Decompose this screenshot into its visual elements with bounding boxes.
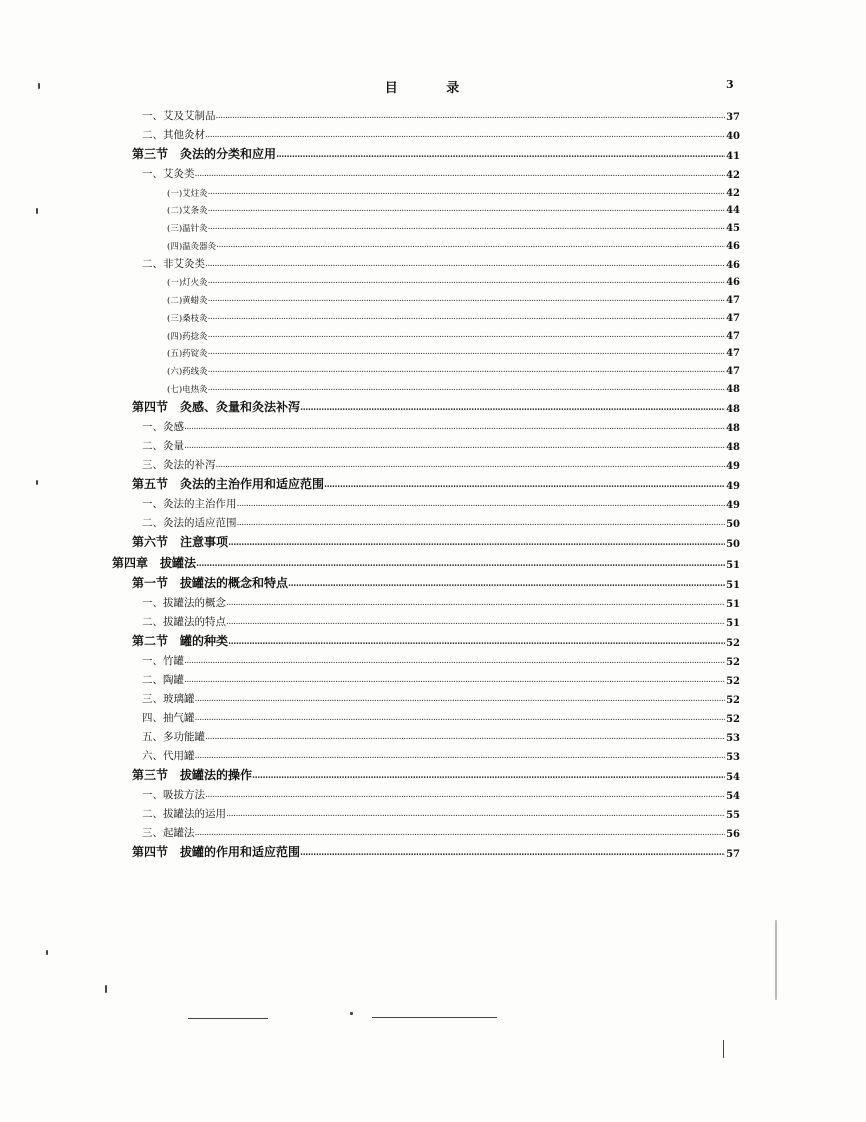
- toc-leader-dots: [208, 348, 725, 359]
- toc-entry-page: 42: [726, 170, 740, 181]
- toc-entry-page: 47: [726, 330, 740, 342]
- toc-entry: [112, 123, 740, 142]
- scan-speck: [105, 985, 107, 993]
- toc-leader-dots: [195, 695, 726, 706]
- toc-entry: [112, 306, 740, 324]
- toc-leader-dots: [276, 151, 725, 162]
- toc-leader-dots: [228, 638, 725, 649]
- toc-entry-label: 三、灸法的补泻: [142, 458, 216, 471]
- toc-entry-page: 52: [726, 694, 740, 706]
- toc-entry-label: 一、灸法的主治作用: [142, 497, 237, 510]
- toc-entry: [112, 591, 740, 610]
- toc-entry-label: (一)艾炷灸: [167, 188, 208, 199]
- toc-entry: [112, 216, 740, 234]
- toc-entry: [112, 687, 740, 706]
- toc-entry-label: 二、其他灸材: [142, 129, 205, 141]
- toc-leader-dots: [205, 260, 725, 271]
- toc-entry-page: 48: [726, 403, 740, 415]
- toc-entry: [112, 271, 740, 289]
- scan-speck: [36, 480, 38, 485]
- toc-entry: [112, 288, 740, 306]
- toc-entry: [112, 492, 740, 511]
- toc-entry: [112, 511, 740, 530]
- toc-entry-label: 一、拔罐法的概念: [142, 596, 226, 609]
- toc-entry: [112, 359, 740, 377]
- toc-entry: [112, 649, 740, 668]
- toc-entry: [112, 142, 740, 162]
- toc-entry: [112, 530, 740, 550]
- toc-entry-label: 第四节 拔罐的作用和适应范围: [132, 844, 301, 859]
- toc-entry-page: 50: [726, 518, 740, 530]
- toc-entry-label: 三、起罐法: [142, 826, 195, 839]
- toc-entry-label: 第五节 灸法的主治作用和适应范围: [132, 476, 325, 491]
- toc-entry-label: (二)黄蜡灸: [167, 296, 208, 307]
- toc-entry: [112, 104, 740, 123]
- toc-leader-dots: [205, 791, 725, 802]
- toc-entry: [112, 472, 740, 492]
- toc-entry-label: 第四章 拔罐法: [112, 555, 197, 570]
- toc-entry-label: (五)药锭灸: [167, 349, 208, 360]
- toc-leader-dots: [228, 539, 725, 550]
- toc-entry-label: 二、非艾灸类: [142, 257, 205, 270]
- toc-entry-label: 第四节 灸感、灸量和灸法补泻: [132, 399, 301, 414]
- toc-entry-label: 一、灸感: [142, 420, 184, 433]
- toc-entry: [112, 725, 740, 744]
- toc-entry-page: 48: [726, 441, 740, 453]
- toc-entry-page: 52: [726, 675, 740, 687]
- toc-entry: [112, 610, 740, 629]
- scan-speck: [38, 83, 40, 89]
- toc-entry-label: 二、拔罐法的特点: [142, 615, 226, 628]
- toc-leader-dots: [237, 519, 726, 530]
- toc-entry-label: 第三节 灸法的分类和应用: [132, 147, 277, 161]
- toc-entry-page: 54: [726, 771, 740, 783]
- toc-leader-dots: [324, 481, 725, 492]
- toc-leader-dots: [196, 560, 725, 571]
- toc-entry-label: 一、艾灸类: [142, 168, 195, 180]
- toc-entry-page: 46: [726, 277, 740, 289]
- toc-entry: [112, 783, 740, 802]
- toc-entry-label: 一、艾及艾制品: [142, 110, 216, 122]
- toc-entry-label: (一)灯火灸: [167, 278, 208, 289]
- toc-entry-label: 第二节 罐的种类: [132, 633, 229, 648]
- toc-entry-page: 49: [726, 480, 740, 492]
- toc-entry: [112, 181, 740, 199]
- toc-leader-dots: [300, 849, 725, 860]
- toc-entry-label: 一、吸拔方法: [142, 788, 205, 801]
- toc-entry: [112, 395, 740, 415]
- toc-entry-label: 三、玻璃罐: [142, 692, 195, 705]
- toc-leader-dots: [252, 772, 725, 783]
- page-header-title: 目 录: [384, 81, 482, 96]
- toc-entry-label: 一、竹罐: [142, 654, 184, 667]
- toc-leader-dots: [208, 223, 725, 234]
- scan-speck: [723, 1040, 724, 1058]
- toc-entry-page: 45: [726, 223, 740, 235]
- toc-entry-page: 51: [726, 598, 740, 610]
- toc-entry: [112, 744, 740, 763]
- toc-leader-dots: [184, 442, 725, 453]
- toc-entry-page: 50: [726, 538, 740, 550]
- toc-leader-dots: [195, 829, 726, 840]
- toc-leader-dots: [300, 404, 725, 415]
- toc-entry: [112, 629, 740, 649]
- toc-entry-label: 二、拔罐法的运用: [142, 807, 226, 820]
- toc-entry-page: 52: [726, 713, 740, 725]
- toc-leader-dots: [208, 188, 725, 199]
- toc-leader-dots: [205, 131, 725, 142]
- toc-entry: [112, 199, 740, 217]
- toc-entry-page: 51: [726, 579, 740, 591]
- toc-leader-dots: [226, 810, 725, 821]
- toc-entry-page: 46: [726, 240, 740, 252]
- page-header-number: 3: [726, 78, 734, 91]
- scan-speck: [46, 950, 48, 955]
- toc-leader-dots: [195, 714, 726, 725]
- toc-entry-label: (三)桑枝灸: [167, 313, 208, 324]
- toc-entry-page: 41: [726, 151, 740, 162]
- scan-speck: [350, 1012, 353, 1015]
- toc-entry-label: 二、灸量: [142, 439, 184, 452]
- toc-entry-label: (四)温灸器灸: [167, 241, 217, 252]
- toc-entry-page: 47: [726, 348, 740, 360]
- toc-entry-page: 47: [726, 312, 740, 324]
- toc-leader-dots: [208, 313, 725, 324]
- toc-entry: [112, 377, 740, 395]
- toc-entry: [112, 821, 740, 840]
- scan-line: [372, 1017, 497, 1018]
- toc-leader-dots: [288, 580, 725, 591]
- toc-entry-page: 55: [726, 809, 740, 821]
- toc-entry-page: 53: [726, 751, 740, 763]
- toc-entry-page: 54: [726, 790, 740, 802]
- toc-entry: [112, 550, 740, 571]
- toc-entry: [112, 434, 740, 453]
- toc-entry-page: 56: [726, 828, 740, 840]
- toc-entry-page: 47: [726, 365, 740, 377]
- toc-entry: [112, 840, 740, 860]
- toc-entry-label: (六)药线灸: [167, 366, 208, 377]
- toc-entry: [112, 571, 740, 591]
- toc-leader-dots: [205, 733, 725, 744]
- toc-entry: [112, 234, 740, 252]
- toc-entry-label: (三)温针灸: [167, 224, 208, 235]
- toc-leader-dots: [184, 657, 725, 668]
- toc-leader-dots: [216, 241, 725, 252]
- toc-entry-label: (四)药捻灸: [167, 331, 208, 342]
- toc-leader-dots: [208, 205, 725, 216]
- toc-entry: [112, 802, 740, 821]
- toc-entry-label: 二、灸法的适应范围: [142, 516, 237, 529]
- toc-entry-page: 42: [726, 187, 740, 199]
- toc-leader-dots: [184, 423, 725, 434]
- toc-entry-page: 37: [726, 112, 740, 123]
- toc-entry-label: (七)电热灸: [167, 384, 208, 395]
- toc-entry-page: 47: [726, 295, 740, 307]
- toc-entry: [112, 252, 740, 271]
- toc-entry: [112, 763, 740, 783]
- toc-entry: [112, 668, 740, 687]
- toc-entry: [112, 415, 740, 434]
- table-of-contents: [112, 104, 740, 860]
- toc-entry-page: 46: [726, 259, 740, 271]
- scan-speck: [775, 920, 777, 1000]
- toc-leader-dots: [208, 331, 725, 342]
- toc-leader-dots: [184, 676, 725, 687]
- toc-entry: [112, 453, 740, 472]
- toc-leader-dots: [195, 752, 726, 763]
- toc-entry-label: 二、陶罐: [142, 673, 184, 686]
- toc-entry-page: 53: [726, 732, 740, 744]
- toc-entry: [112, 706, 740, 725]
- toc-leader-dots: [208, 366, 725, 377]
- toc-entry-page: 57: [726, 848, 740, 860]
- toc-entry-page: 49: [726, 460, 740, 472]
- toc-entry: [112, 342, 740, 360]
- toc-entry: [112, 324, 740, 342]
- toc-entry-label: 六、代用罐: [142, 749, 195, 762]
- toc-entry-page: 52: [726, 637, 740, 649]
- toc-leader-dots: [216, 112, 726, 123]
- toc-entry-page: 40: [726, 131, 740, 142]
- toc-entry-page: 51: [726, 559, 740, 571]
- toc-entry-label: 第六节 注意事项: [132, 534, 229, 549]
- toc-entry-label: (二)艾条灸: [167, 206, 208, 217]
- toc-leader-dots: [208, 277, 725, 288]
- toc-entry-page: 49: [726, 499, 740, 511]
- toc-leader-dots: [226, 618, 725, 629]
- toc-entry: [112, 162, 740, 181]
- toc-entry-label: 第一节 拔罐法的概念和特点: [132, 575, 289, 590]
- toc-leader-dots: [195, 170, 726, 181]
- toc-leader-dots: [226, 599, 725, 610]
- toc-leader-dots: [237, 500, 726, 511]
- toc-leader-dots: [208, 384, 725, 395]
- toc-leader-dots: [216, 461, 726, 472]
- toc-entry-page: 44: [726, 205, 740, 217]
- toc-entry-page: 48: [726, 422, 740, 434]
- scan-line: [188, 1018, 268, 1019]
- toc-entry-page: 48: [726, 383, 740, 395]
- toc-entry-page: 51: [726, 617, 740, 629]
- scan-speck: [36, 208, 38, 214]
- toc-entry-page: 52: [726, 656, 740, 668]
- toc-leader-dots: [208, 295, 725, 306]
- toc-entry-label: 五、多功能罐: [142, 730, 205, 743]
- toc-entry-label: 第三节 拔罐法的操作: [132, 767, 253, 782]
- toc-entry-label: 四、抽气罐: [142, 711, 195, 724]
